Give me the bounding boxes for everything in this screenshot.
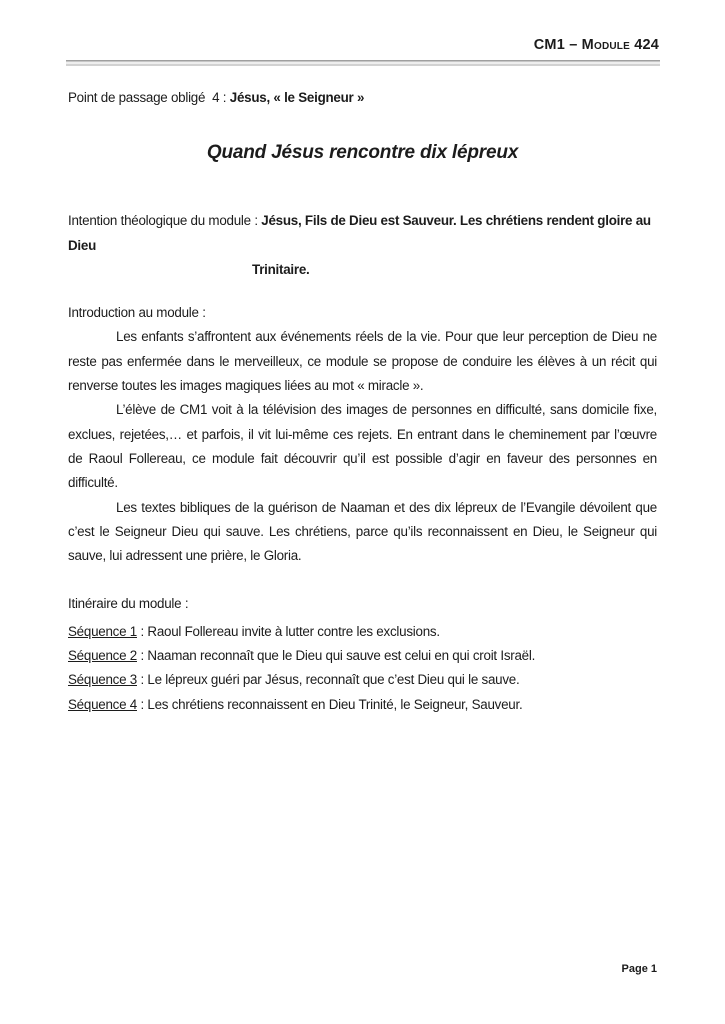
document-title: Quand Jésus rencontre dix lépreux	[206, 142, 519, 164]
sequence-4-text: : Les chrétiens reconnaissent en Dieu Trinité, le Seigneur, Sauveur.	[136, 696, 523, 712]
intention-bold-part1: Jésus, Fils de Dieu est Sauveur. Les chrétiens rendent gloire au Dieu	[68, 213, 651, 253]
introduction-heading: Introduction au module :	[68, 305, 206, 321]
sequence-item-4	[68, 693, 657, 717]
passage-oblige-line	[68, 86, 657, 110]
page-header-module-label: CM1 – Module 424	[533, 37, 659, 53]
passage-oblige-prefix: Point de passage obligé 4 :	[68, 90, 230, 105]
header-divider-rule	[66, 60, 660, 66]
sequence-list	[68, 620, 657, 717]
introduction-paragraph-2: L’élève de CM1 voit à la télévision des images de personnes en difficulté, sans domicile fixe, exclues, rejetées,… et parfois, il vit lui-même ces rejets. En entrant dans le cheminement par l’œuvre de Raoul Follereau, ce module fait découvrir qu’il est possible d’agir en faveur des personnes en difficulté.	[68, 402, 657, 491]
introduction-paragraph-3: Les textes bibliques de la guérison de Naaman et des dix lépreux de l’Evangile dévoilent que c’est le Seigneur Dieu qui sauve. Les chrétiens, parce qu’ils reconnaissent en Dieu, le Seigneur qui sauve, lui adressent une prière, le Gloria.	[68, 499, 657, 564]
intention-block	[68, 209, 657, 282]
sequence-1-text: : Raoul Follereau invite à lutter contre les exclusions.	[136, 623, 440, 639]
intention-line1	[68, 209, 657, 258]
document-body	[68, 86, 657, 717]
itinerary-heading: Itinéraire du module :	[68, 596, 189, 612]
intention-bold-part2: Trinitaire.	[252, 261, 310, 277]
introduction-paragraph-1: Les enfants s’affrontent aux événements réels de la vie. Pour que leur perception de Dieu ne reste pas enfermée dans le merveilleux, ce module se propose de conduire les élèves à un récit qui renverse toutes les images magiques liées au mot « miracle ».	[68, 329, 657, 394]
sequence-item-3	[68, 668, 657, 692]
sequence-3-label: Séquence 3	[68, 672, 137, 688]
intention-prefix: Intention théologique du module :	[68, 213, 262, 229]
sequence-item-1	[68, 620, 657, 644]
page-number-footer: Page 1	[621, 963, 657, 975]
sequence-3-text: : Le lépreux guéri par Jésus, reconnaît que c’est Dieu qui le sauve.	[136, 672, 520, 688]
sequence-4-label: Séquence 4	[68, 696, 137, 712]
passage-oblige-title: Jésus, « le Seigneur »	[229, 90, 365, 105]
sequence-2-label: Séquence 2	[68, 648, 137, 664]
sequence-2-text: : Naaman reconnaît que le Dieu qui sauve est celui en qui croit Israël.	[136, 648, 536, 664]
sequence-1-label: Séquence 1	[68, 623, 137, 639]
sequence-item-2	[68, 644, 657, 668]
